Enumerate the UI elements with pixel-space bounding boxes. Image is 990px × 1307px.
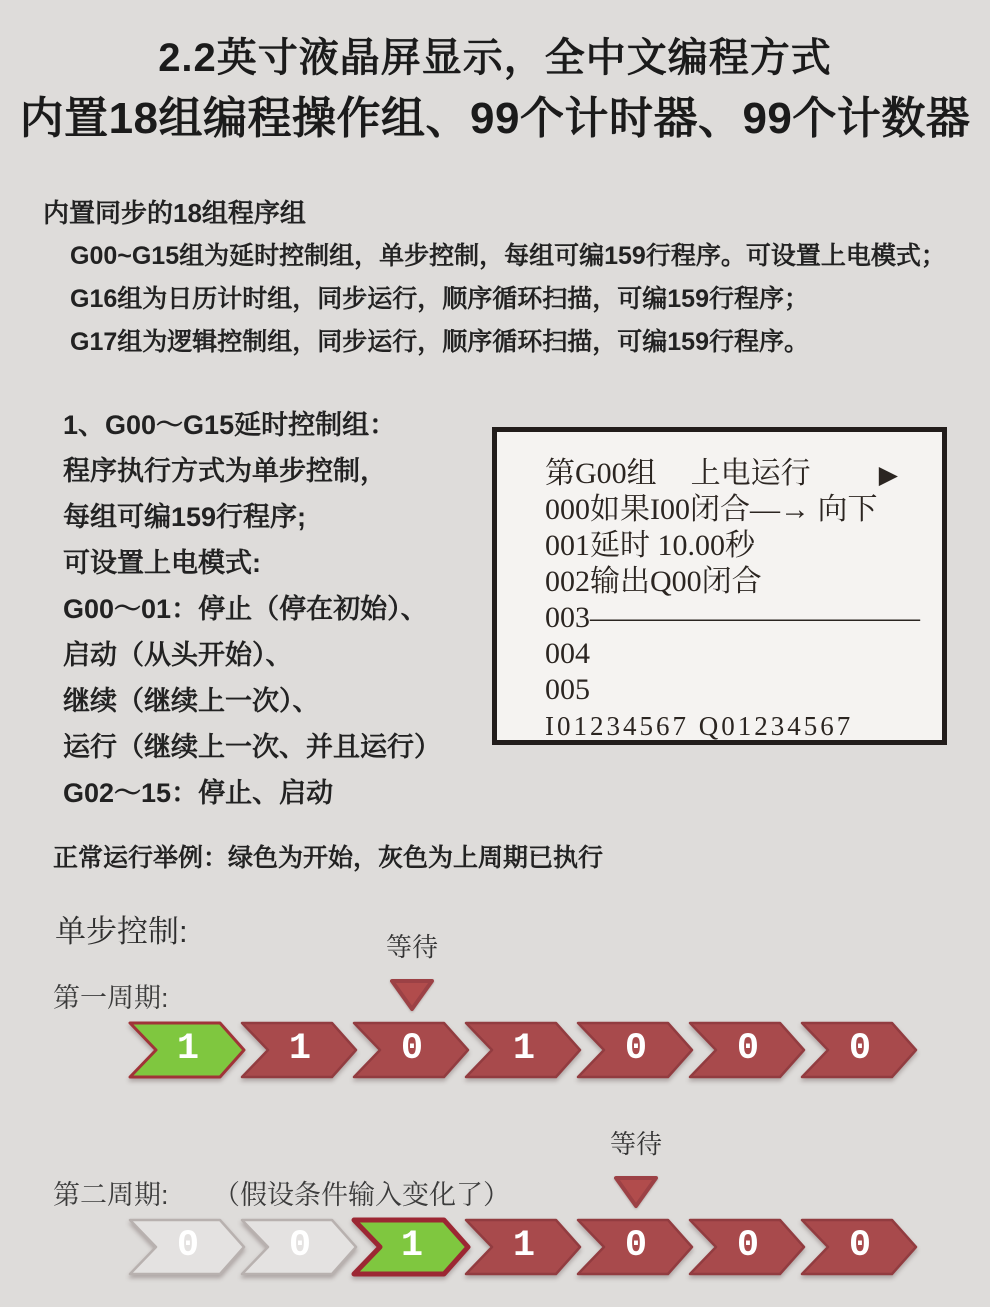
chevron-value: 0 (736, 1028, 760, 1070)
intro-line: G00~G15组为延时控制组，单步控制，每组可编159行程序。可设置上电模式； (70, 242, 946, 270)
lcd-program-line: 005 (545, 673, 590, 706)
delay-group-line: 继续（继续上一次）、 (63, 686, 320, 716)
delay-group-line: 程序执行方式为单步控制， (63, 456, 387, 486)
chevron-step-2-7 (800, 1218, 918, 1276)
lcd-program-line: 002输出Q00闭合 (545, 565, 762, 598)
delay-group-line: 1、G00～G15延时控制组： (63, 410, 397, 440)
chevron-value: 0 (848, 1028, 872, 1070)
chevron-value: 0 (176, 1225, 200, 1267)
chevron-value: 0 (848, 1225, 872, 1267)
delay-group-line: 运行（继续上一次、并且运行） (63, 732, 441, 762)
lcd-program-line: 000如果I00闭合—→ 向下 (545, 493, 878, 526)
wait-label: 等待 (385, 932, 438, 962)
chevron-value: 1 (512, 1028, 536, 1070)
chevron-step-2-4 (464, 1218, 582, 1276)
lcd-program-line: 001延时 10.00秒 (545, 529, 755, 562)
chevron-step-2-5 (576, 1218, 694, 1276)
delay-group-line: 启动（从头开始）、 (63, 640, 293, 670)
lcd-group-label: 第G00组 (545, 457, 657, 490)
cycle-label: 第二周期: (53, 1180, 169, 1210)
intro-line: G16组为日历计时组，同步运行，顺序循环扫描，可编159行程序； (70, 285, 809, 313)
wait-label: 等待 (609, 1129, 662, 1159)
page-title-line1: 2.2英寸液晶屏显示，全中文编程方式 (158, 36, 832, 80)
lcd-program-line: 003——————————— (545, 601, 920, 634)
step-mode-label: 单步控制: (55, 914, 188, 949)
right-triangle-icon: ▶ (878, 460, 898, 489)
delay-group-line: 可设置上电模式: (63, 548, 261, 578)
delay-group-line: 每组可编159行程序; (63, 502, 307, 532)
cycle-sublabel: （假设条件输入变化了） (213, 1180, 510, 1210)
run-example-note: 正常运行举例：绿色为开始，灰色为上周期已执行 (53, 844, 604, 872)
lcd-program-line: 004 (545, 637, 590, 670)
delay-group-line: G02～15：停止、启动 (63, 778, 334, 808)
chevron-value: 0 (736, 1225, 760, 1267)
chevron-value: 1 (400, 1225, 424, 1267)
chevron-value: 1 (512, 1225, 536, 1267)
chevron-value: 0 (400, 1028, 424, 1070)
lcd-run-mode: 上电运行 (690, 457, 811, 490)
chevron-value: 1 (288, 1028, 312, 1070)
intro-line: G17组为逻辑控制组，同步运行，顺序循环扫描，可编159行程序。 (70, 328, 809, 356)
delay-group-line: G00～01：停止（停在初始）、 (63, 594, 428, 624)
chevron-step-2-1 (128, 1218, 246, 1276)
chevron-step-2-2 (240, 1218, 358, 1276)
page-title-line2: 内置18组编程操作组、99个计时器、99个计数器 (19, 94, 971, 143)
intro-heading: 内置同步的18组程序组 (43, 198, 306, 228)
chevron-value: 1 (176, 1028, 200, 1070)
cycle-label: 第一周期: (53, 983, 169, 1013)
lcd-io-status-line: I01234567 Q01234567 (545, 711, 854, 741)
chevron-step-2-3 (352, 1218, 470, 1276)
chevron-step-2-6 (688, 1218, 806, 1276)
chevron-value: 0 (624, 1028, 648, 1070)
down-triangle-icon (613, 1175, 659, 1209)
chevron-value: 0 (288, 1225, 312, 1267)
chevron-value: 0 (624, 1225, 648, 1267)
